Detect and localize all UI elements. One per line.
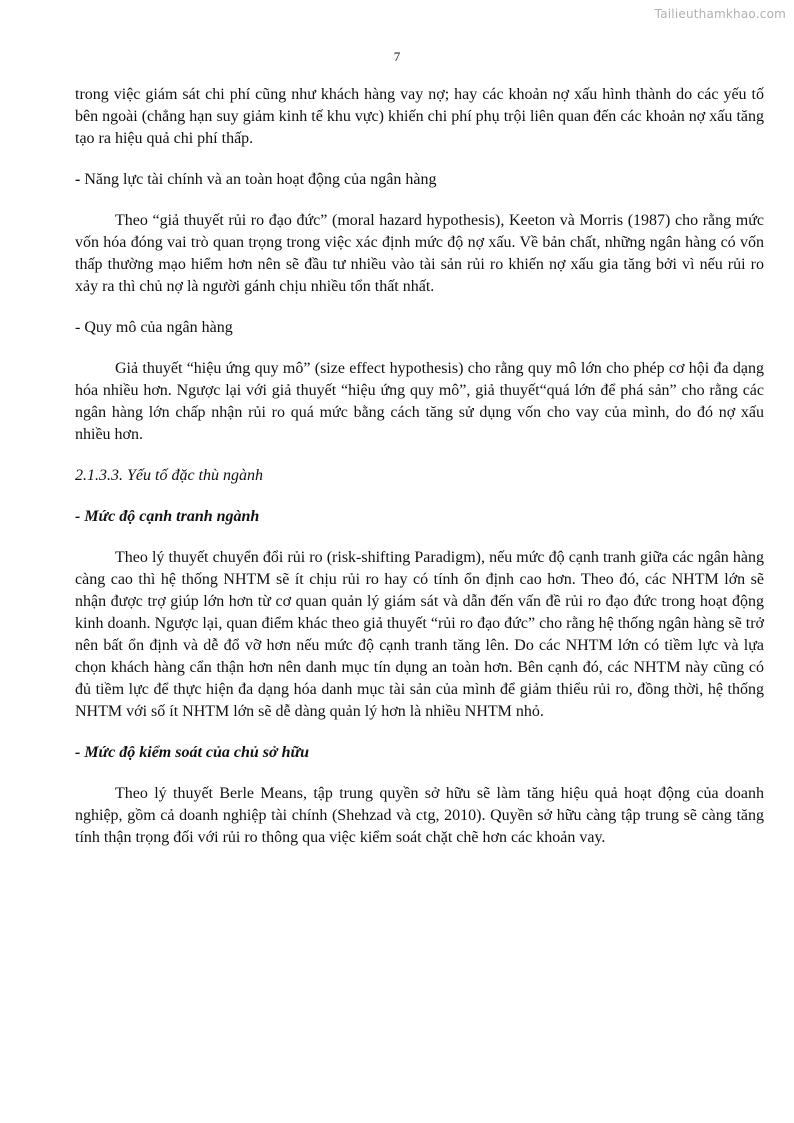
paragraph-moral-hazard: Theo “giả thuyết rủi ro đạo đức” (moral hazard hypothesis), Keeton và Morris (1987) cho rằng mức vốn hóa đóng vai trò quan trọng trong việc xác định mức độ nợ xấu. Về bản chất, những ngân hàng có vốn thấp thường mạo hiểm hơn nên sẽ đầu tư nhiều vào tài sản rủi ro khiến nợ xấu gia tăng bởi vì nếu rủi ro xảy ra thì chủ nợ là người gánh chịu nhiều tổn thất nhất. [75, 212, 764, 295]
paragraph-berle-means: Theo lý thuyết Berle Means, tập trung quyền sở hữu sẽ làm tăng hiệu quả hoạt động của doanh nghiệp, gồm cả doanh nghiệp tài chính (Shehzad và ctg, 2010). Quyền sở hữu càng tập trung sẽ càng tăng tính thận trọng đối với rủi ro thông qua việc kiểm soát chặt chẽ hơn các khoản vay. [75, 785, 764, 846]
heading-dash: - [75, 171, 85, 188]
paragraph-size-effect: Giả thuyết “hiệu ứng quy mô” (size effect hypothesis) cho rằng quy mô lớn cho phép cơ hội đa dạng hóa nhiều hơn. Ngược lại với giả thuyết “hiệu ứng quy mô”, giả thuyết“quá lớn để phá sản” cho rằng các ngân hàng lớn chấp nhận rủi ro quá mức bằng cách tăng sử dụng vốn cho vay của mình, do đó nợ xấu nhiều hơn. [75, 360, 764, 443]
document-body [75, 84, 764, 849]
page-number: 7 [393, 49, 401, 64]
watermark-text: Tailieuthamkhao.com [654, 7, 786, 21]
heading-ownership-control: - Mức độ kiểm soát của chủ sở hữu [75, 744, 309, 761]
heading-bank-size: - Quy mô của ngân hàng [75, 319, 233, 336]
paragraph-continuation: trong việc giám sát chi phí cũng như khách hàng vay nợ; hay các khoản nợ xấu hình thành do các yếu tố bên ngoài (chẳng hạn suy giảm kinh tế khu vực) khiến chi phí phụ trội liên quan đến các khoản nợ xấu tăng tạo ra hiệu quả chi phí thấp. [75, 86, 764, 147]
heading-financial-capacity-text: Năng lực tài chính và an toàn hoạt động của ngân hàng [84, 171, 437, 188]
paragraph-risk-shifting: Theo lý thuyết chuyển đổi rủi ro (risk-shifting Paradigm), nếu mức độ cạnh tranh giữa các ngân hàng càng cao thì hệ thống NHTM sẽ ít chịu rủi ro hay có tính ổn định cao hơn. Theo đó, các NHTM lớn sẽ nhận được trợ giúp lớn hơn từ cơ quan quản lý giám sát và dẫn đến vấn đề rủi ro đạo đức trong hoạt động kinh doanh. Ngược lại, quan điểm khác theo giả thuyết “rủi ro đạo đức” cho rằng hệ thống ngân hàng sẽ trở nên bất ổn định và dễ đổ vỡ hơn nếu mức độ cạnh tranh tăng lên. Do các NHTM lớn có tiềm lực và lựa chọn khách hàng cẩn thận hơn nên danh mục tín dụng an toàn hơn. Bên cạnh đó, các NHTM này cũng có đủ tiềm lực để thực hiện đa dạng hóa danh mục tài sản của mình để giảm thiểu rủi ro, đồng thời, hệ thống NHTM với số ít NHTM lớn sẽ dễ dàng quản lý hơn là nhiều NHTM nhỏ. [75, 549, 764, 720]
section-heading-industry-factors: 2.1.3.3. Yếu tố đặc thù ngành [75, 467, 263, 484]
heading-competition: - Mức độ cạnh tranh ngành [75, 508, 260, 525]
heading-financial-capacity [75, 169, 764, 191]
